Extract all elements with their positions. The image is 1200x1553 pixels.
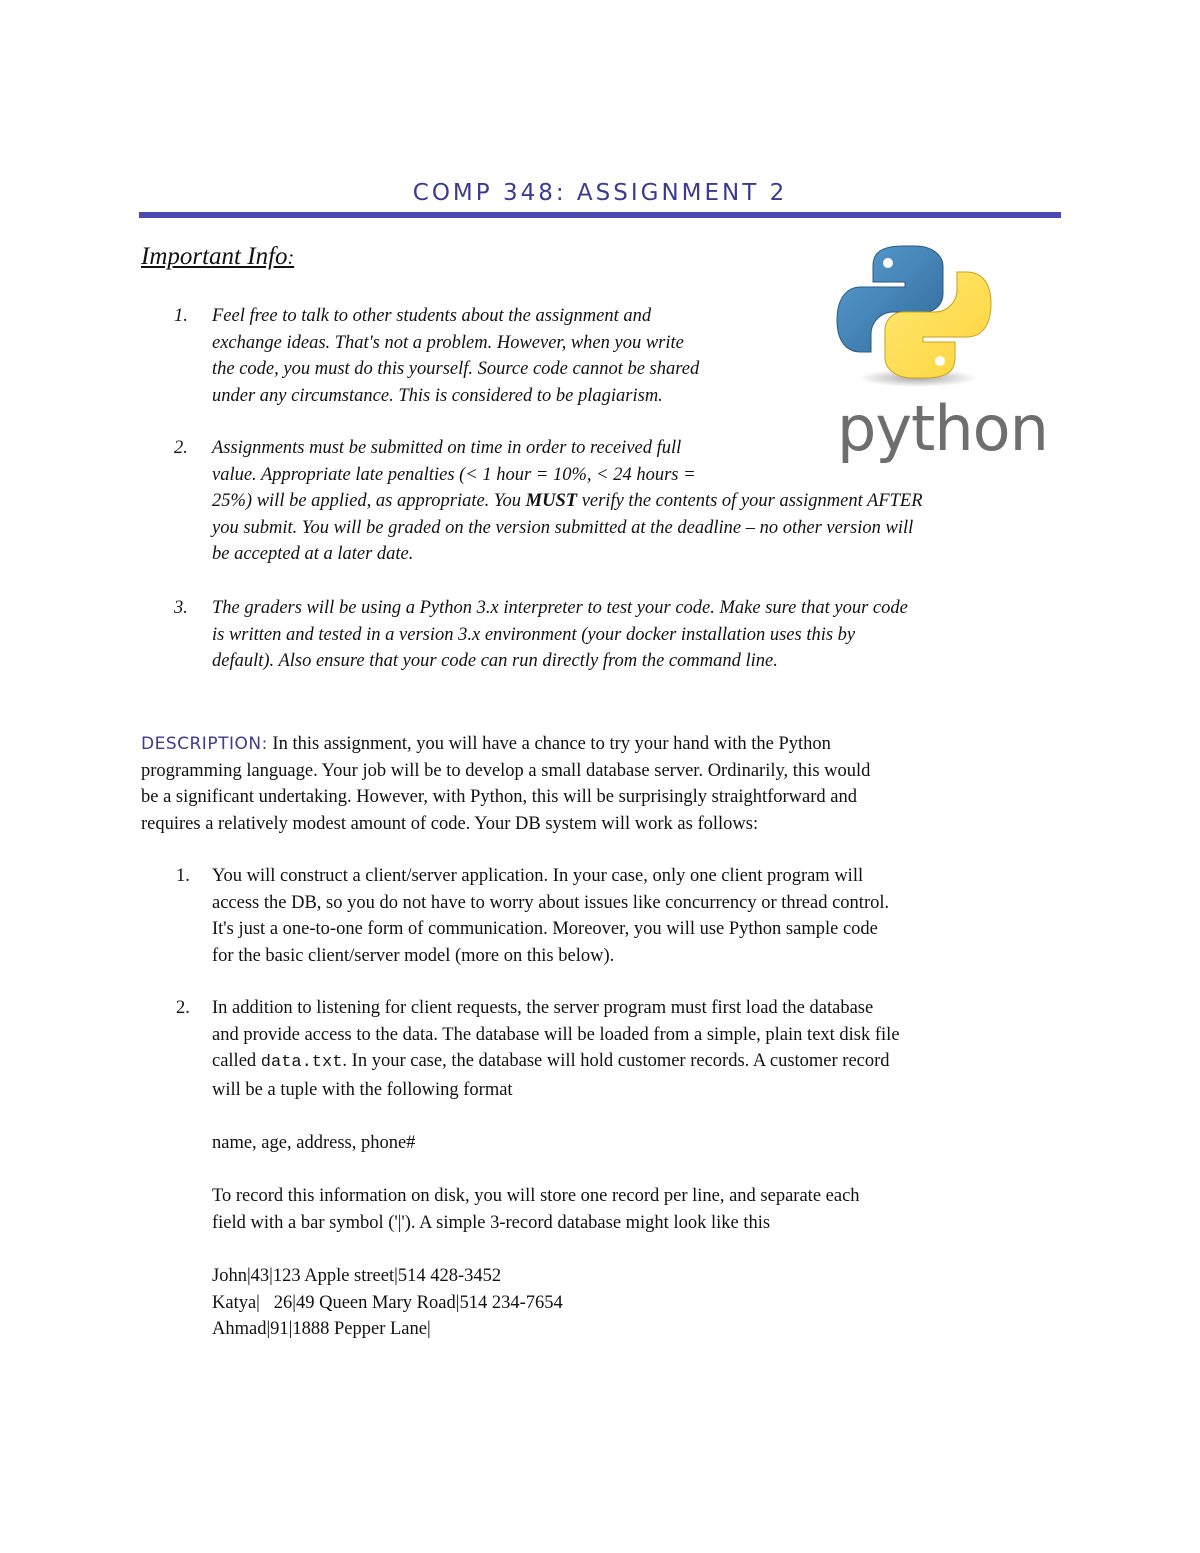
important-item-2-number: 2.	[174, 438, 188, 458]
description-label: DESCRIPTION:	[141, 734, 268, 754]
important-item-1-line: Feel free to talk to other students about the assignment and	[212, 306, 652, 326]
description-item-1-line: You will construct a client/server application. In your case, only one client program will	[212, 866, 864, 886]
description-item-1-text	[212, 863, 889, 969]
important-item-3-line: default). Also ensure that your code can run directly from the command line.	[212, 651, 778, 672]
description-item-2-line3-end: . In your case, the database will hold customer records. A customer record	[342, 1051, 890, 1072]
important-item-2-text	[212, 435, 923, 568]
important-item-1-line: exchange ideas. That's not a problem. However, when you write	[212, 332, 684, 353]
important-info-heading	[141, 243, 294, 271]
important-item-1-line: the code, you must do this yourself. Source code cannot be shared	[212, 359, 700, 380]
important-item-3-text	[212, 595, 908, 675]
description-item-1-line: It's just a one-to-one form of communication. Moreover, you will use Python sample code	[212, 919, 878, 940]
sample-records	[212, 1263, 563, 1343]
description-item-2-text	[212, 995, 900, 1103]
storage-line: field with a bar symbol ('|'). A simple 3-record database might look like this	[212, 1212, 771, 1233]
description-line1-text: In this assignment, you will have a chance to try your hand with the Python	[267, 734, 831, 754]
description-item-2-line3-start: called	[212, 1051, 261, 1072]
description-paragraph	[141, 731, 1066, 837]
description-item-2-line: and provide access to the data. The database will be loaded from a simple, plain text disk file	[212, 1024, 900, 1045]
description-line: be a significant undertaking. However, with Python, this will be surprisingly straightforward and	[141, 787, 857, 808]
description-line: requires a relatively modest amount of code. Your DB system will work as follows:	[141, 813, 759, 834]
important-item-1-text	[212, 303, 699, 409]
important-item-3-line: is written and tested in a version 3.x environment (your docker installation uses this by	[212, 624, 856, 645]
important-info-heading-colon: :	[287, 247, 295, 269]
document-title: COMP 348: ASSIGNMENT 2	[412, 180, 788, 206]
description-item-2-line	[212, 1048, 900, 1077]
description-item-2-line: will be a tuple with the following format	[212, 1079, 513, 1100]
important-item-2-line: be accepted at a later date.	[212, 544, 414, 565]
important-item-2-line3-end: verify the contents of your assignment AFTER	[577, 491, 923, 512]
important-item-2-line	[212, 488, 923, 515]
important-item-3-number: 3.	[174, 598, 188, 618]
description-line: programming language. Your job will be to develop a small database server. Ordinarily, this would	[141, 760, 871, 781]
important-item-2-line: you submit. You will be graded on the version submitted at the deadline – no other version will	[212, 517, 914, 538]
important-item-2-line3-start: 25%) will be applied, as appropriate. You	[212, 491, 526, 512]
data-file-name: data.txt	[260, 1053, 343, 1073]
important-item-2-line: Assignments must be submitted on time in order to received full	[212, 438, 682, 458]
record-format: name, age, address, phone#	[212, 1133, 416, 1153]
sample-record: John|43|123 Apple street|514 428-3452	[212, 1266, 502, 1286]
important-info-heading-text: Important Info	[141, 243, 288, 270]
important-item-2-line: value. Appropriate late penalties (< 1 hour = 10%, < 24 hours =	[212, 464, 696, 485]
storage-explanation	[212, 1183, 860, 1236]
important-item-2-emphasis: MUST	[525, 491, 578, 512]
title-rule	[139, 212, 1061, 218]
description-item-1-number: 1.	[176, 866, 190, 886]
important-item-1-line: under any circumstance. This is considered to be plagiarism.	[212, 385, 663, 406]
logo-yellow-eye	[935, 356, 945, 366]
sample-record: Ahmad|91|1888 Pepper Lane|	[212, 1319, 431, 1340]
python-logo	[835, 238, 1048, 466]
logo-blue-eye	[883, 258, 893, 268]
description-item-2-line: In addition to listening for client requests, the server program must first load the database	[212, 998, 874, 1018]
description-item-1-line: access the DB, so you do not have to worry about issues like concurrency or thread control.	[212, 892, 890, 913]
logo-wordmark: python	[837, 392, 1048, 465]
sample-record: Katya| 26|49 Queen Mary Road|514 234-7654	[212, 1292, 563, 1313]
important-item-1-number: 1.	[174, 306, 188, 326]
description-line	[141, 731, 1066, 758]
important-item-3-line: The graders will be using a Python 3.x interpreter to test your code. Make sure that your code	[212, 598, 908, 618]
storage-line: To record this information on disk, you will store one record per line, and separate each	[212, 1186, 860, 1206]
description-item-1-line: for the basic client/server model (more on this below).	[212, 945, 615, 966]
description-item-2-number: 2.	[176, 998, 190, 1018]
